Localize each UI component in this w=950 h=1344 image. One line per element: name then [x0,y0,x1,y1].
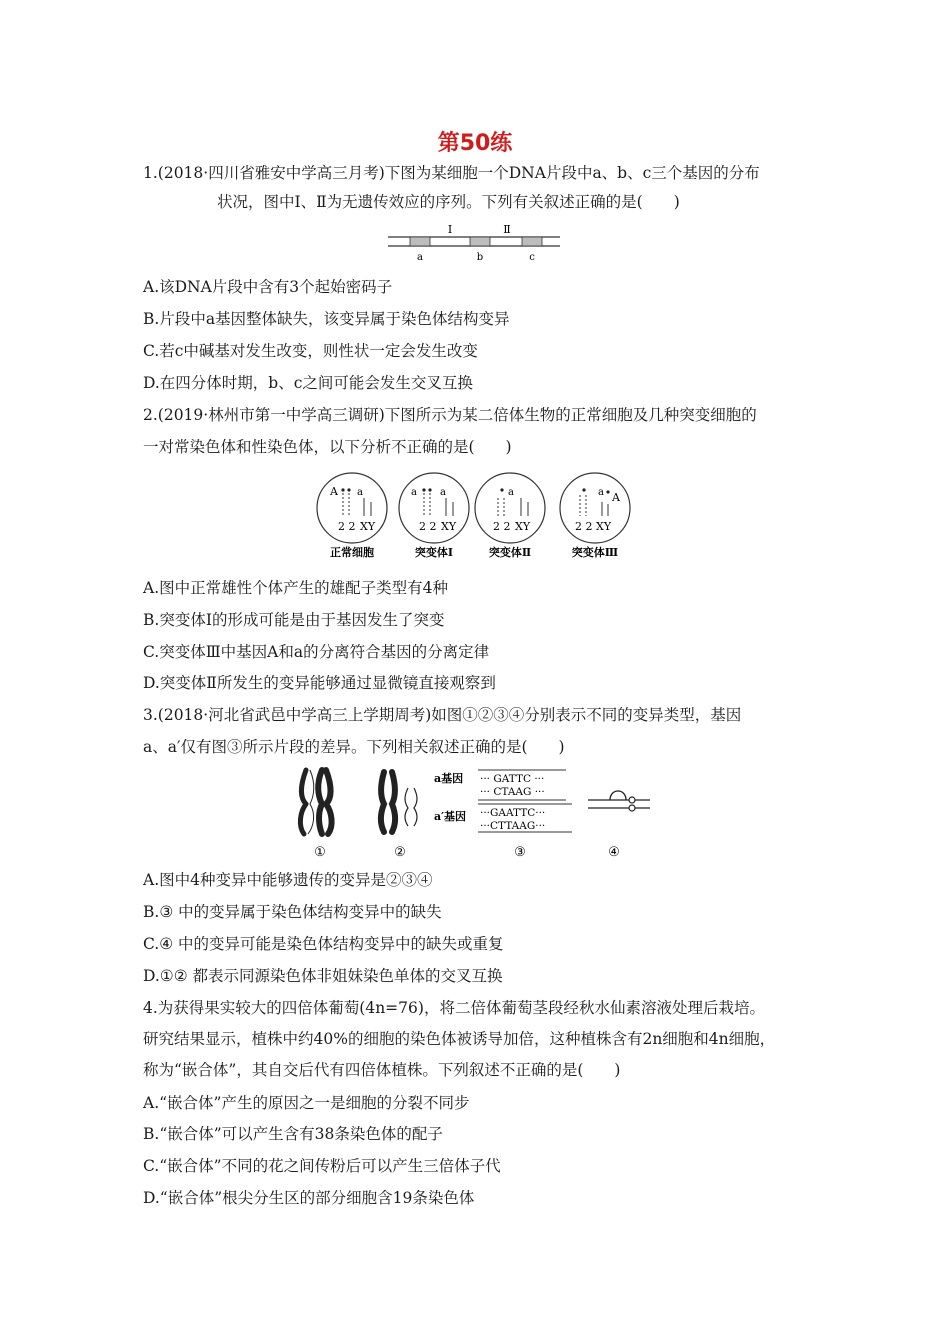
q4-option-b: B.“嵌合体”可以产生含有38条染色体的配子 [143,1125,443,1143]
q2-cell4-xy: XY [596,520,612,533]
q1-option-d: D.在四分体时期，b、c之间可能会发生交叉互换 [143,374,473,392]
q3-panel-label-2: ② [394,845,406,860]
q1-dna-figure [388,222,564,264]
q2-cell3-autosome: 2 2 [493,520,511,533]
q2-cell1-allele-A: A [330,485,338,498]
q1-gene-label-a: a [417,252,423,263]
q1-gene-c-block [522,237,542,246]
q3-gene-a-prime-label: a′基因 [434,810,467,823]
q3-stem-line2: a、a′仅有图③所示片段的差异。下列相关叙述正确的是( ) [143,738,565,756]
q2-cell-normal [317,473,387,543]
q3-figure [292,766,662,862]
q2-option-c: C.突变体Ⅲ中基因A和a的分离符合基因的分离定律 [143,643,490,661]
q3-seq-ap-bottom: ···CTTAAG··· [480,820,546,832]
q3-stem-line1: 3.(2018·河北省武邑中学高三上学期周考)如图①②③④分别表示不同的变异类型，基因 [143,706,742,724]
q3-option-d: D.①② 都表示同源染色体非姐妹染色单体的交叉互换 [143,967,503,985]
q2-stem-line2: 一对常染色体和性染色体，以下分析不正确的是( ) [143,438,512,456]
q3-gene-a-label: a基因 [434,772,464,785]
q1-gene-label-c: c [529,252,535,263]
q2-cell4-allele-a: a [598,487,604,498]
q2-cell2-autosome: 2 2 [419,520,437,533]
q2-cell4-autosome: 2 2 [575,520,593,533]
q3-seq-ap-top: ···GAATTC··· [480,807,546,819]
q4-option-d: D.“嵌合体”根尖分生区的部分细胞含19条染色体 [143,1189,475,1207]
q4-stem-line2: 研究结果显示，植株中约40%的细胞的染色体被诱导加倍，这种植株含有2n细胞和4n细胞， [143,1030,776,1048]
q4-stem-line1: 4.为获得果实较大的四倍体葡萄(4n=76)，将二倍体葡萄茎段经秋水仙素溶液处理后栽培。 [143,999,765,1017]
q3-seq-a-bottom: ··· CTAAG ··· [480,786,545,798]
q1-gene-b-block [470,237,490,246]
page-title: 第50练 [437,131,513,156]
q3-option-a: A.图中4种变异中能够遗传的变异是②③④ [143,871,433,889]
q2-label-mutant-3: 突变体Ⅲ [571,546,619,559]
q2-cell-mutant-3 [560,473,630,543]
q2-option-d: D.突变体Ⅱ所发生的变异能够通过显微镜直接观察到 [143,674,496,692]
q4-stem-line3: 称为“嵌合体”，其自交后代有四倍体植株。下列叙述不正确的是( ) [143,1061,621,1079]
q2-cells-figure [312,470,640,562]
q1-option-b: B.片段中a基因整体缺失，该变异属于染色体结构变异 [143,310,510,328]
q2-cell1-allele-a: a [357,487,363,498]
q2-stem-line1: 2.(2019·林州市第一中学高三调研)下图所示为某二倍体生物的正常细胞及几种突变细胞的 [143,406,757,424]
q2-cell4-allele-A: A [612,491,620,504]
q2-label-mutant-1: 突变体Ⅰ [414,546,454,559]
q1-region-label-1: Ⅰ [447,223,453,236]
q1-region-label-2: Ⅱ [503,223,511,236]
q2-cell3-xy: XY [515,520,531,533]
q2-cell-mutant-2 [475,473,545,543]
q3-option-c: C.④ 中的变异可能是染色体结构变异中的缺失或重复 [143,935,504,953]
q2-cell2-xy: XY [441,520,457,533]
q1-gene-a-block [410,237,430,246]
q1-stem-line2: 状况，图中Ⅰ、Ⅱ为无遗传效应的序列。下列有关叙述正确的是( ) [217,193,680,211]
q2-cell2-allele-a-right: a [440,487,446,498]
q3-panel-label-4: ④ [608,845,620,860]
q2-option-b: B.突变体Ⅰ的形成可能是由于基因发生了突变 [143,611,445,629]
q2-cell2-allele-a-left: a [411,487,417,498]
q3-panel-label-3: ③ [514,845,526,860]
q4-option-a: A.“嵌合体”产生的原因之一是细胞的分裂不同步 [143,1094,470,1112]
q2-cell3-allele-a: a [508,487,514,498]
q3-option-b: B.③ 中的变异属于染色体结构变异中的缺失 [143,903,442,921]
q1-option-c: C.若c中碱基对发生改变，则性状一定会发生改变 [143,342,478,360]
q1-stem-line1: 1.(2018·四川省雅安中学高三月考)下图为某细胞一个DNA片段中a、b、c三个基因的分布 [143,164,760,182]
q4-option-c: C.“嵌合体”不同的花之间传粉后可以产生三倍体子代 [143,1157,501,1175]
q2-label-normal: 正常细胞 [330,546,374,559]
q3-panel-label-1: ① [314,845,326,860]
q3-panel-2-chromosomes [381,772,417,832]
q2-cell-mutant-1 [399,473,469,543]
q3-panel-4-loop [588,791,650,811]
q2-option-a: A.图中正常雄性个体产生的雄配子类型有4种 [143,579,448,597]
q3-panel-1-chromosomes [300,770,331,834]
q3-seq-a-top: ··· GATTC ··· [480,773,545,785]
q1-option-a: A.该DNA片段中含有3个起始密码子 [143,278,393,296]
q2-label-mutant-2: 突变体Ⅱ [488,546,532,559]
q2-cell1-autosome: 2 2 [338,520,356,533]
q1-gene-label-b: b [476,252,484,263]
q2-cell1-xy: XY [360,520,376,533]
